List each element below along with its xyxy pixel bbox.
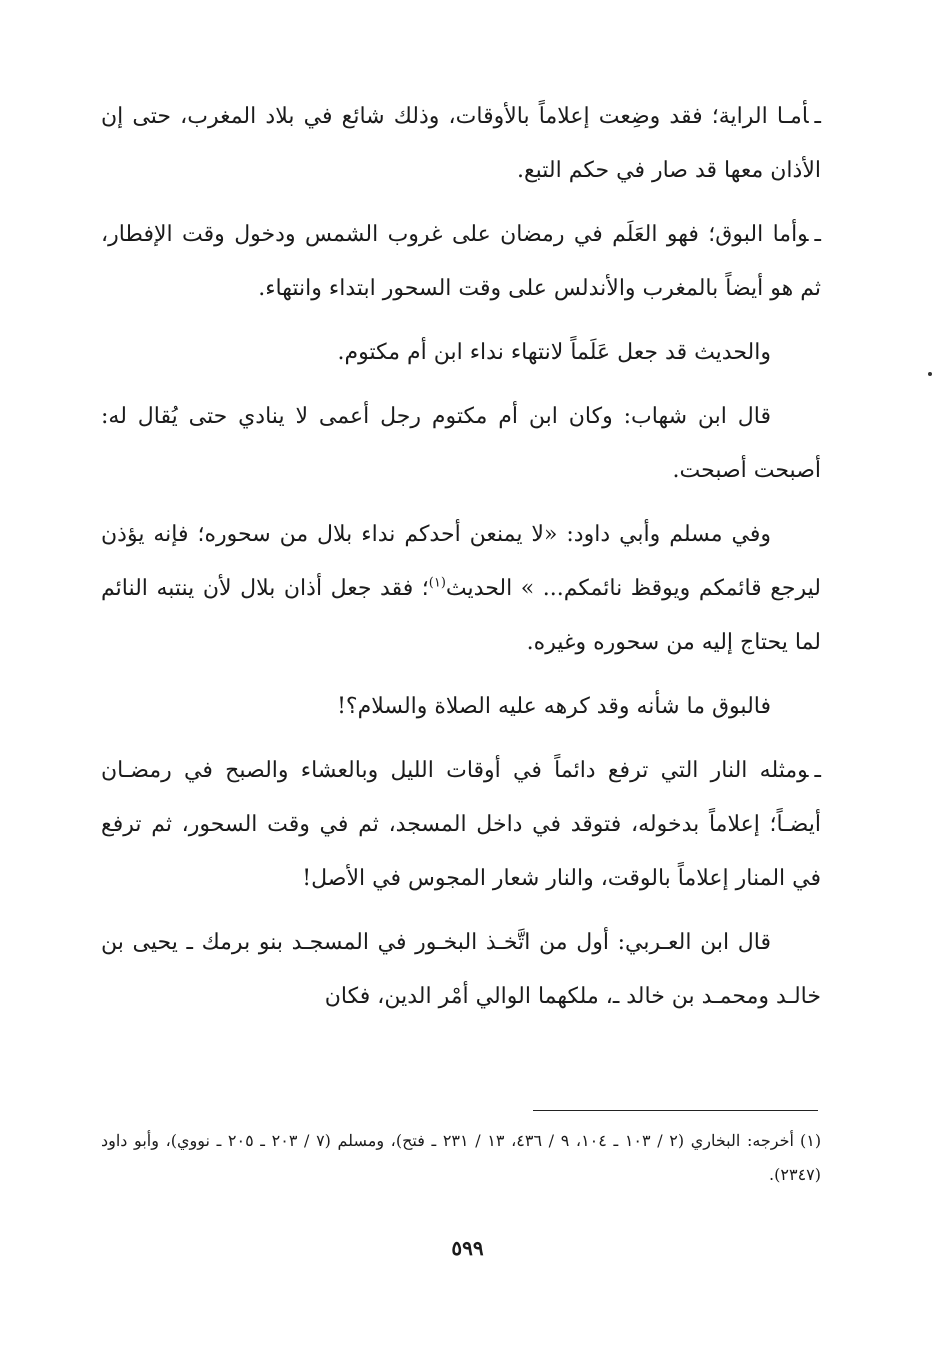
- paragraph-text: ؛ فقد جعل أذان بلال لأن ينتبه النائم لما يحتاج إليه من سحوره وغيره.: [101, 576, 821, 655]
- paragraph-text: ومثله النار التي ترفع دائماً في أوقات الليل وبالعشاء والصبح في رمضـان أيضـاً؛ إعلاماً بدخوله، فتوقد في داخل المسجد، ثم في وقت السحور، ثم ترفع في المنار إعلاماً بالوقت، والنار شعار المجوس في الأصل!: [101, 758, 821, 891]
- margin-speck: [928, 372, 932, 376]
- footnote-reference[interactable]: (١): [428, 575, 446, 591]
- footnote-1: [101, 1124, 821, 1192]
- paragraph-muslim-abu-dawud: [101, 508, 821, 670]
- footnotes: [101, 1124, 821, 1192]
- page-number: ٥٩٩: [451, 1236, 484, 1260]
- paragraph-flag: [101, 90, 821, 198]
- dash-marker: ـ: [814, 758, 821, 783]
- paragraph-ibn-al-arabi: [101, 916, 821, 1024]
- paragraph-horn: [101, 208, 821, 316]
- paragraph-text: قال ابن العـربي: أول من اتَّخـذ البخـور في المسجـد بنو برمك ـ يحيى بن خالـد ومحمـد بن خالد ـ، ملكهما الوالي أمْر الدين، فكان: [101, 930, 821, 1009]
- paragraph-ibn-shihab: [101, 390, 821, 498]
- paragraph-fire: [101, 744, 821, 906]
- dash-marker: ـ: [814, 104, 821, 129]
- footnote-text: أخرجه: البخاري (٢ / ١٠٣ ـ ١٠٤، ٩ / ٤٣٦، ١٣ / ٢٣١ ـ فتح)، ومسلم (٧ / ٢٠٣ ـ ٢٠٥ ـ نووي)، وأبو داود (٢٣٤٧).: [101, 1131, 821, 1184]
- paragraph-text: وفي مسلم وأبي داود: «لا يمنعن أحدكم نداء بلال من سحوره؛ فإنه يؤذن ليرجع قائمكم ويوقظ نائمكم... » الحديث: [101, 522, 822, 601]
- main-text: [101, 90, 821, 1034]
- paragraph-hadith-note: [101, 326, 821, 380]
- paragraph-text: وأما البوق؛ فهو العَلَم في رمضان على غروب الشمس ودخول وقت الإفطار، ثم هو أيضاً بالمغرب والأندلس على وقت السحور ابتداء وانتهاء.: [101, 222, 821, 301]
- paragraph-horn-question: [101, 680, 821, 734]
- dash-marker: ـ: [814, 222, 821, 247]
- paragraph-text: والحديث قد جعل عَلَماً لانتهاء نداء ابن أم مكتوم.: [337, 340, 771, 365]
- footnote-separator: [533, 1110, 818, 1111]
- paragraph-text: قال ابن شهاب: وكان ابن أم مكتوم رجل أعمى لا ينادي حتى يُقال له: أصبحت أصبحت.: [101, 404, 821, 483]
- footnote-number: (١): [799, 1131, 822, 1150]
- paragraph-text: أمـا الراية؛ فقد وضِعت إعلاماً بالأوقات، وذلك شائع في بلاد المغرب، حتى إن الأذان معها قد صار في حكم التبع.: [101, 104, 821, 183]
- paragraph-text: فالبوق ما شأنه وقد كرهه عليه الصلاة والسلام؟!: [337, 694, 771, 719]
